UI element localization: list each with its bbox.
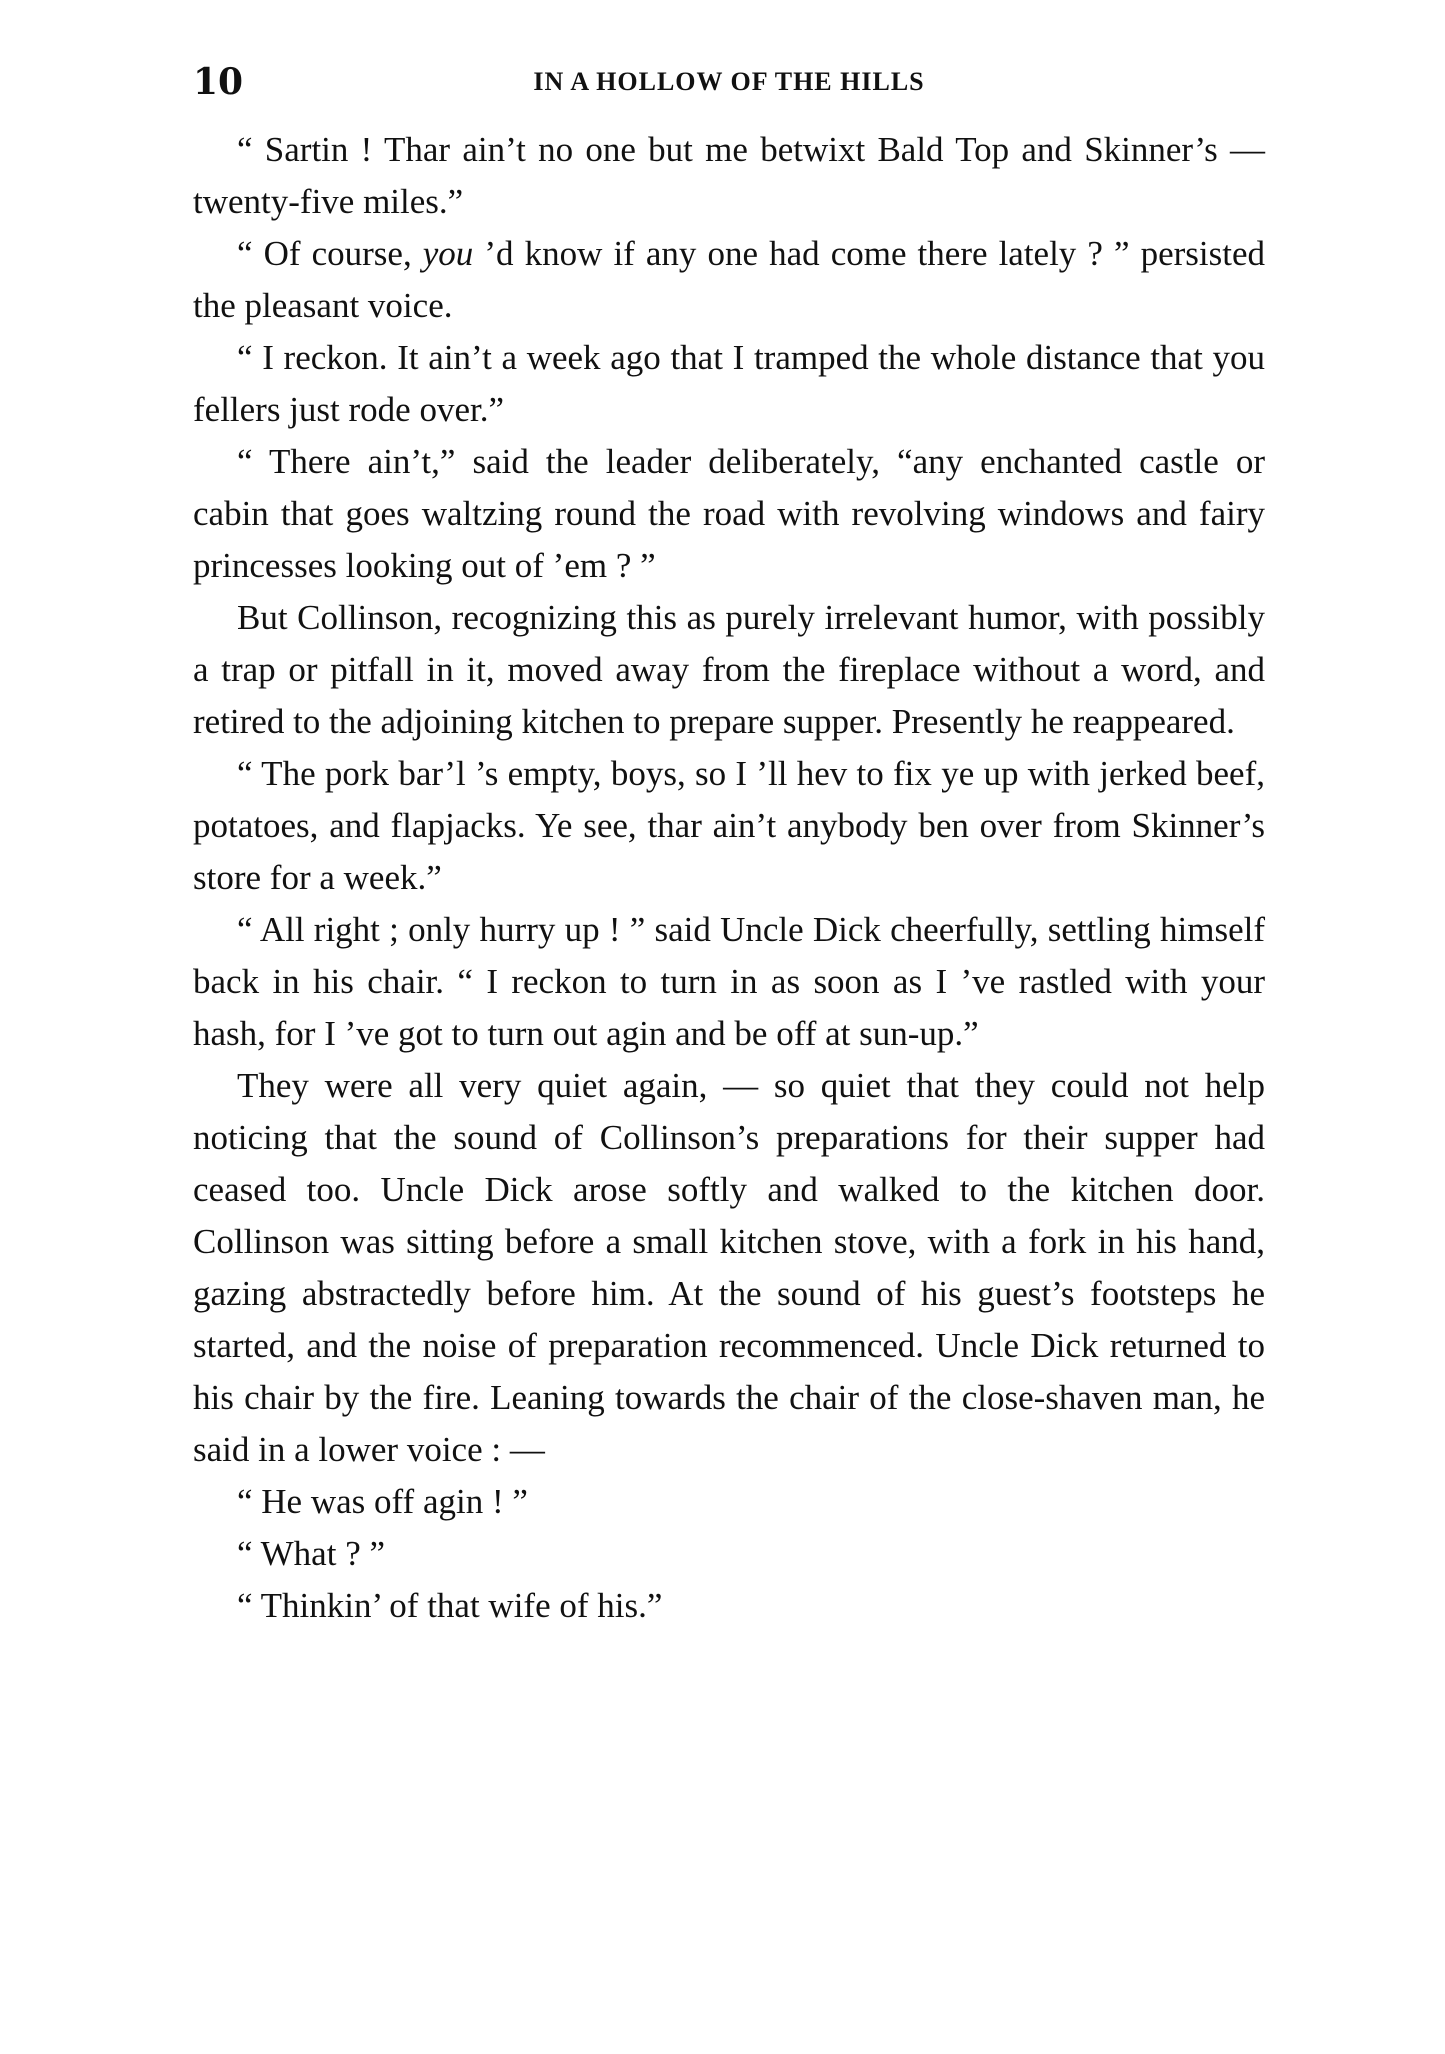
body-text xyxy=(193,124,1265,1632)
paragraph: “ What ? ” xyxy=(237,1534,386,1573)
paragraph: “ There ain’t,” said the leader deliberately, “any enchanted castle or cabin that goes waltzing round the road with revolving windows and fairy princesses looking out of ’em ? ” xyxy=(193,442,1265,585)
paragraph: But Collinson, recognizing this as purely irrelevant humor, with possibly a trap or pitfall in it, moved away from the fireplace without a word, and retired to the adjoining kitchen to prepare supper. Presently he reappeared. xyxy=(193,598,1265,741)
page-header xyxy=(193,52,1265,112)
paragraph: “ Sartin ! Thar ain’t no one but me betwixt Bald Top and Skinner’s — twenty-five miles.” xyxy=(193,130,1265,221)
paragraph: “ He was off agin ! ” xyxy=(237,1482,528,1521)
paragraph: “ Thinkin’ of that wife of his.” xyxy=(237,1586,663,1625)
paragraph xyxy=(193,228,1265,332)
running-title: IN A HOLLOW OF THE HILLS xyxy=(533,67,925,96)
paragraph: “ I reckon. It ain’t a week ago that I tramped the whole distance that you fellers just rode over.” xyxy=(193,338,1265,429)
paragraph: “ All right ; only hurry up ! ” said Uncle Dick cheerfully, settling himself back in his chair. “ I reckon to turn in as soon as I ’ve rastled with your hash, for I ’ve got to turn out agin and be off at sun-up.” xyxy=(193,910,1265,1053)
paragraph: They were all very quiet again, — so quiet that they could not help noticing that the sound of Collinson’s preparations for their supper had ceased too. Uncle Dick arose softly and walked to the kitchen door. Collinson was sitting before a small kitchen stove, with a fork in his hand, gazing abstractedly before him. At the sound of his guest’s footsteps he started, and the noise of preparation recommenced. Uncle Dick returned to his chair by the fire. Leaning towards the chair of the close-shaven man, he said in a lower voice : — xyxy=(193,1066,1265,1469)
paragraph-text: ’d know if any one had come there lately ? ” persisted the pleasant voice. xyxy=(193,234,1265,325)
page-number: 10 xyxy=(193,61,244,103)
paragraph-text: “ Of course, xyxy=(237,234,423,273)
paragraph: “ The pork bar’l ’s empty, boys, so I ’ll hev to fix ye up with jerked beef, potatoes, and flapjacks. Ye see, thar ain’t anybody ben over from Skinner’s store for a week.” xyxy=(193,754,1265,897)
emphasis: you xyxy=(422,234,474,273)
